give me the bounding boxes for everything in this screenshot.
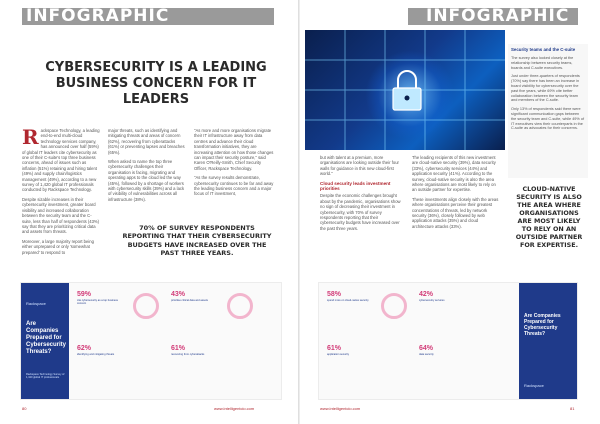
stat-2-percent: 43% [171, 291, 186, 298]
infographic-stat-6 [419, 291, 469, 302]
article-col1-p1: Rackspace Technology, a leading end-to-end multi-cloud technology services company, has announced over half (59%) of global IT leaders cite cybersecurity as one of their C-suite's top three business concerns, ahead of issues such as inflation (51%) retaining and hiring talent (49%) and supply chain/logistics management (49%), according to a new survey of 1,420 global IT professionals conducted by Rackspace Technology. [22, 125, 100, 193]
section-title-left: INFOGRAPHIC [26, 6, 170, 26]
article-col1-p2: Despite sizable increases in their cybersecurity investment, greater board visibility and increased collaboration between the security team and the C-suite, less than half of respondents (43%) say that they are prioritizing critical data and assets from threats. [22, 196, 100, 235]
infographic-stat-7 [327, 345, 407, 356]
article-column-3 [194, 128, 274, 201]
article-col5-p1: The leading recipients of this new investment are cloud-native security (39%), data security (33%), cybersecurity services (44%) and application security (41%). According to the survey, cloud-native security is also the area where organisations are most likely to rely on an outside partner for expertise. [412, 155, 496, 193]
section-title-right: INFOGRAPHIC [426, 6, 570, 26]
article-col1-p3: Moreover, a large majority report being either unprepared or only 'somewhat prepared' to respond to [22, 238, 94, 255]
stat-2-label: prioritise critical data and assets [171, 299, 208, 302]
article-col4-intro: but with talent at a premium, more organisations are looking outside their four walls for guidance in this new cloud-first world." [320, 155, 399, 177]
article-column-4 [320, 155, 404, 235]
brand-logo-text: Rackspace [524, 383, 544, 388]
stat-4-label: recovering from cyberattacks [171, 353, 205, 356]
article-column-2 [108, 128, 186, 206]
article-col3-p1: "As more and more organisations migrate their IT infrastructure away from data centres and advance their cloud transformation initiatives, they are increasing attention on how those changes can impact their security posture," said Karen O'Reilly-Smith, Chief Security Officer, Rackspace Technology. [194, 128, 274, 171]
article-col3-p2: "As the survey results demonstrate, cybersecurity continues to be far and away the leading business concern and a major focus of IT investment, [194, 175, 274, 197]
stat-7-percent: 61% [327, 345, 342, 352]
stat-8-percent: 64% [419, 345, 434, 352]
callout-quote: CLOUD-NATIVE SECURITY IS ALSO THE AREA WHERE ORGANISATIONS ARE MOST LIKELY TO RELY ON AN OUTSIDE PARTNER FOR EXPERTISE. [515, 185, 583, 249]
sidebar-title: Security teams and the C-suite [511, 47, 576, 52]
infographic-stat-1 [77, 291, 125, 305]
stat-5-percent: 58% [327, 291, 342, 298]
donut-chart-icon [133, 293, 159, 319]
infographic-side-title: Are Companies Prepared for Cybersecurity Threats? [524, 313, 561, 337]
article-headline: CYBERSECURITY IS A LEADING BUSINESS CONCERN FOR IT LEADERS [45, 60, 267, 107]
stat-3-percent: 62% [77, 345, 92, 352]
article-col2-p2: When asked to name the top three cybersecurity challenges their organisation is facing, migrating and operating apps to the cloud led the way (45%), followed by a shortage of workers with cybersecurity skills (39%) and a lack of visibility of vulnerabilities across all infrastructure (38%). [108, 159, 185, 202]
article-column-1 [22, 125, 100, 259]
infographic-panel-left [20, 282, 282, 400]
padlock-icon [305, 30, 505, 150]
infographic-stat-2 [171, 291, 219, 302]
pull-quote: 70% OF SURVEY RESPONDENTS REPORTING THAT THEIR CYBERSECURITY BUDGETS HAVE INCREASED OVER THE PAST THREE YEARS. [122, 224, 272, 258]
infographic-title: Are Companies Prepared for Cybersecurity Threats? [26, 321, 67, 355]
infographic-sidebar [21, 283, 69, 400]
stat-4-percent: 61% [171, 345, 186, 352]
article-col4-body: Despite the economic challenges brought about by the pandemic, organisations show no sign of decreasing their investment in cybersecurity, with 70% of survey respondents reporting that their cybersecurity budgets have increased over the past three years. [320, 193, 401, 231]
page-number-right: 81 [570, 406, 575, 411]
sidebar-p1: The survey also looked closely at the relationship between security teams, boards and C-suite executives. [511, 56, 574, 70]
website-link-left[interactable]: www.intelligentcio.com [214, 406, 255, 411]
article-col2-p1: major threats, such as identifying and mitigating threats and areas of concern (62%), recovering from cyberattacks (61%) or preventing lapses and breaches (65%). [108, 128, 185, 155]
infographic-stat-3 [77, 345, 157, 356]
article-subheading: Cloud security leads investment priorities [320, 180, 391, 192]
infographic-stat-4 [171, 345, 251, 356]
website-link-right[interactable]: www.intelligentcio.com [320, 406, 361, 411]
sidebar-p3: Only 13% of respondents said there were significant communication gaps between the security team and C-suite, while 49% of IT executives view their counterparts in the C-suite as advocates for their concerns. [511, 107, 585, 131]
stat-6-label: cybersecurity services [419, 299, 445, 302]
donut-chart-icon [227, 293, 253, 319]
infographic-footnote: Rackspace Technology Survey of 1,420 global IT professionals [26, 373, 65, 380]
infographic-side-panel [519, 283, 578, 400]
donut-chart-icon [381, 293, 407, 319]
stat-1-percent: 59% [77, 291, 92, 298]
infographic-stat-8 [419, 345, 499, 356]
article-column-5 [412, 155, 500, 233]
infographic-panel-right [318, 282, 578, 400]
right-page [300, 0, 600, 424]
infographic-stat-5 [327, 291, 377, 302]
page-number-left: 80 [22, 406, 27, 411]
stat-8-label: data security [419, 353, 434, 356]
stat-6-percent: 42% [419, 291, 434, 298]
drop-cap: R [22, 125, 39, 149]
stat-5-label: spend more on cloud-native security [327, 299, 369, 302]
brand-logo-text: Rackspace [26, 301, 46, 306]
stat-3-label: identifying and mitigating threats [77, 353, 115, 356]
article-col5-p2: These investments align closely with the areas where organisations perceive their greatest concentrations of threats, led by network security (36%), closely followed by web application attacks (35%) and cloud architecture attacks (33%). [412, 196, 499, 229]
sidebar-security-teams [508, 44, 588, 178]
cyber-lock-hero-image [305, 30, 505, 150]
sidebar-p2: Just under three-quarters of respondents (70%) say there has been an increase in board visibility for cybersecurity over the past five years, while 69% cite better collaboration between the security team and members of the C-suite. [511, 74, 580, 103]
stat-1-label: cite cybersecurity as a top business concern [77, 299, 118, 306]
stat-7-label: application security [327, 353, 350, 356]
